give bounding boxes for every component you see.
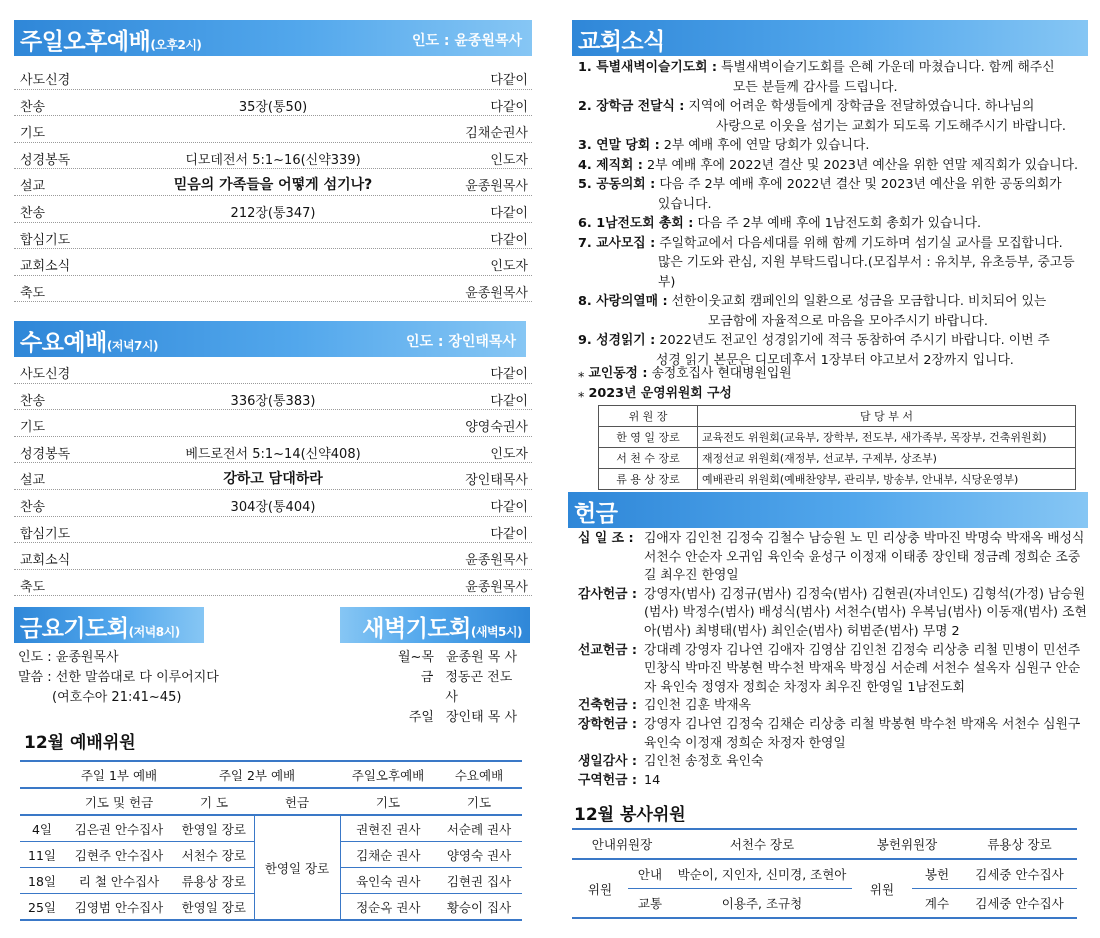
offering-item: [578, 697, 1088, 716]
news-item-label: 1. 특별새벽이슬기도회 :: [578, 60, 718, 75]
committee-table: [598, 405, 1076, 490]
news-item: [578, 136, 1086, 156]
order-content: 디모데전서 5:1~16(신약339): [185, 152, 361, 168]
news-item-text: 다음 주 2부 예배 후에 1남전도회 총회가 있습니다.: [693, 216, 982, 231]
dawn-schedule: [374, 648, 524, 728]
order-person: 김채순권사: [465, 126, 528, 142]
sunday-pm-leader: 인도 : 윤종원목사: [411, 33, 522, 49]
offering-names: 강대례 강영자 김나연 김애자 김영삼 김인천 김정숙 리상충 리철 민병이 민선주 민창식 박마진 박봉현 박수천 박재옥 박정심 서순례 서천수 설옥자 심원구 안순자 육인숙 정영자 정희순 차정자 최우진 한영일 1남전도회: [644, 642, 1081, 695]
news-item-text: 주일학교에서 다음세대를 위해 함께 기도하며 섬기실 교사를 모집합니다.: [655, 235, 1063, 251]
committee-row: [599, 469, 1076, 490]
dawn-header: [340, 607, 530, 643]
offering-names: 김인천 김훈 박재옥: [644, 698, 752, 714]
order-person: 윤종원목사: [465, 179, 528, 195]
bullet-committee: ⁎ 2023년 운영위원회 구성: [578, 385, 732, 401]
offering-item: [578, 772, 1088, 791]
news-item-cont: 많은 기도와 관심, 지원 부탁드립니다.(모집부서 : 유치부, 유초등부, 중고등부): [658, 255, 1075, 290]
member-label-left: 위원: [572, 859, 628, 918]
friday-header: [14, 607, 204, 643]
dawn-title: 새벽기도회(새벽5시): [362, 616, 522, 642]
offering-label: 건축헌금 :: [578, 698, 638, 714]
offering-label: 생일감사 :: [578, 754, 638, 770]
friday-reference: (여호수아 21:41~45): [52, 690, 182, 705]
committee-dept: 재정선교 위원회(재정부, 선교부, 구제부, 상조부): [698, 448, 1076, 469]
friday-message: 말씀 : 선한 말씀대로 다 이루어지다: [18, 670, 219, 685]
order-item: 교회소식: [20, 259, 71, 275]
dawn-schedule-item: [374, 648, 524, 668]
news-item-label: 5. 공동의회 :: [578, 177, 656, 192]
usher-names: 박순이, 지인자, 신미경, 조현아: [677, 867, 847, 882]
committee-chair: 류 용 상 장로: [599, 469, 698, 490]
news-item-label: 8. 사랑의열매 :: [578, 294, 668, 309]
order-item: 기도: [20, 126, 46, 142]
offering-names: 14: [644, 772, 661, 788]
order-item: 축도: [20, 579, 46, 595]
news-item-label: 4. 제직회 :: [578, 157, 643, 173]
offering-label: 십 일 조 :: [578, 531, 634, 546]
sunday2-prayer: 서천수 장로: [181, 847, 246, 863]
news-item-label: 2. 장학금 전달식 :: [578, 99, 685, 114]
count-label: 계수: [924, 896, 950, 911]
sunday-pm-order: [14, 63, 532, 302]
news-item-label: 9. 성경읽기 :: [578, 333, 656, 348]
news-item: [578, 58, 1086, 97]
friday-title: 금요기도회(저녁8시): [20, 616, 180, 642]
news-item-label: 6. 1남전도회 총회 :: [578, 216, 694, 231]
order-row: [14, 517, 532, 544]
order-person: 다같이: [490, 367, 528, 382]
committee-chair: 서 천 수 장로: [599, 448, 698, 469]
order-row: [14, 437, 532, 464]
worship-date: 4일: [31, 821, 53, 837]
dawn-leader: 정동곤 전도사: [445, 670, 513, 705]
news-item-label: 7. 교사모집 :: [578, 235, 656, 251]
offering-label: 감사헌금 :: [578, 586, 638, 602]
offer-head-name: 류용상 장로: [987, 837, 1052, 852]
dec-service-title: 12월 봉사위원: [574, 805, 686, 825]
order-item: 성경봉독: [20, 446, 71, 462]
offering-names: 강영자(범사) 김정규(범사) 김정숙(범사) 김현권(자녀인도) 김형석(가정) 남승원(범사) 박정수(범사) 배성식(범사) 서천수(범사) 우복님(범사) 이동재(범사) 조현아(범사) 최병태(범사) 최인순(범사) 허범준(범사) 무명 2: [644, 586, 1087, 639]
order-row: [14, 276, 532, 303]
offering-item: [578, 530, 1088, 586]
news-item-text: 2부 예배 후에 연말 당회가 있습니다.: [659, 138, 870, 153]
wednesday-header: [14, 321, 526, 357]
wed-prayer: 양영숙 권사: [446, 847, 512, 863]
worship-date: 18일: [28, 873, 56, 889]
sunday-pm-header: [14, 20, 532, 56]
order-item: 기도: [20, 420, 46, 436]
news-item-cont: 있습니다.: [658, 196, 712, 212]
order-item: 찬송: [20, 499, 46, 515]
order-row: [14, 384, 532, 411]
news-item: [578, 234, 1086, 293]
offering-names: 김인천 송정호 육인숙: [644, 754, 764, 770]
dawn-day: 금: [420, 670, 434, 685]
order-person: 윤종원목사: [465, 579, 528, 595]
pm-prayer: 권현진 권사: [356, 821, 421, 837]
offering-item: [578, 642, 1088, 698]
subhead-prayer-offering: 기도 및 헌금: [84, 794, 154, 810]
order-person: 양영숙권사: [465, 420, 528, 436]
committee-chair: 한 영 일 장로: [599, 427, 698, 448]
sunday2-prayer: 류용상 장로: [181, 873, 246, 889]
bullet-member-news: ⁎ 교인동정 : 송정호집사 현대병원입원: [578, 366, 792, 381]
order-content: 304장(통404): [230, 499, 316, 515]
subhead-wed-prayer: 기도: [466, 794, 492, 810]
traffic-label: 교통: [637, 896, 663, 911]
offering-names: 김애자 김인천 김정숙 김철수 남승원 노 민 리상충 박마진 박명숙 박재옥 배성식 서천수 안순자 오귀임 육인숙 윤성구 이정재 이태종 장인태 정금례 정희순 조중길 최우진 한영일: [644, 531, 1085, 584]
pm-prayer: 육인숙 권사: [356, 873, 421, 889]
order-row: [14, 90, 532, 117]
offering-title: 헌금: [574, 501, 618, 527]
order-row: [14, 63, 532, 90]
dec-service-table: [572, 828, 1077, 919]
head-sunday-pm: 주일오후예배: [351, 767, 425, 783]
usher-label: 안내: [637, 867, 663, 882]
committee-dept: 예배관리 위원회(예배찬양부, 관리부, 방송부, 안내부, 식당운영부): [698, 469, 1076, 490]
order-item: 교회소식: [20, 553, 71, 569]
order-content: 베드로전서 5:1~14(신약408): [185, 446, 361, 462]
wed-prayer: 김현권 집사: [446, 873, 512, 889]
news-item: [578, 292, 1086, 331]
order-row: [14, 143, 532, 170]
news-item-text: 지역에 어려운 학생들에게 장학금을 전달하였습니다. 하나님의: [684, 99, 1035, 114]
head-sunday2: 주일 2부 예배: [218, 767, 296, 783]
order-person: 윤종원목사: [465, 285, 528, 301]
sunday1-prayer: 김현주 안수집사: [74, 847, 164, 863]
news-item-cont: 사랑으로 이웃을 섬기는 교회가 되도록 기도해주시기 바랍니다.: [716, 118, 1066, 134]
table-row: [20, 815, 522, 842]
news-item: [578, 97, 1086, 136]
news-title: 교회소식: [578, 29, 665, 55]
pm-prayer: 정순옥 권사: [356, 899, 421, 915]
committee-head-dept: 담 당 부 서: [698, 406, 1076, 427]
subhead-offering: 헌금: [284, 794, 310, 810]
order-person: 장인태목사: [465, 473, 528, 489]
offering-list: [578, 530, 1088, 790]
order-row: [14, 116, 532, 143]
order-item: 찬송: [20, 393, 46, 409]
dawn-leader: 장인태 목 사: [446, 710, 518, 725]
traffic-names: 이용주, 조규청: [721, 896, 803, 911]
news-bullets: [578, 364, 1086, 403]
dawn-leader: 윤종원 목 사: [446, 650, 518, 665]
offering-names: 강영자 김나연 김정숙 김채순 리상충 리철 박봉현 박수천 박재옥 서천수 심원구 육인숙 이정재 정희순 차정자 한영일: [644, 716, 1081, 751]
offering-item: [578, 716, 1088, 753]
news-item-text: 2022년도 전교인 성경읽기에 적극 동참하여 주시기 바랍니다. 이번 주: [655, 333, 1050, 348]
news-item: [578, 156, 1086, 176]
news-item-text: 선한이웃교회 캠페인의 일환으로 성금을 모금합니다. 비치되어 있는: [667, 294, 1047, 309]
order-row: [14, 169, 532, 196]
news-item: [578, 214, 1086, 234]
wednesday-leader: 인도 : 장인태목사: [405, 334, 516, 350]
order-item: 사도신경: [20, 367, 71, 382]
dec-worship-title: 12월 예배위원: [24, 733, 136, 753]
sermon-title: 강하고 담대하라: [223, 471, 323, 488]
order-person: 인도자: [490, 152, 528, 168]
news-list: [578, 58, 1086, 370]
wednesday-title: 수요예배(저녁7시): [20, 330, 158, 356]
order-item: 합심기도: [20, 526, 71, 542]
count-name: 김세중 안수집사: [975, 896, 1064, 911]
order-row: [14, 357, 532, 384]
news-header: [572, 20, 1088, 56]
committee-dept: 교육전도 위원회(교육부, 장학부, 전도부, 새가족부, 목장부, 건축위원회): [698, 427, 1076, 448]
head-sunday1: 주일 1부 예배: [80, 767, 158, 783]
order-person: 다같이: [490, 205, 528, 221]
member-label-right: 위원: [852, 859, 912, 918]
offer-name: 김세중 안수집사: [975, 867, 1064, 882]
committee-row: [599, 448, 1076, 469]
dawn-day: 월~목: [397, 650, 434, 665]
order-content: 336장(통383): [230, 393, 316, 409]
dawn-schedule-item: [374, 708, 524, 728]
subhead-prayer: 기 도: [199, 794, 229, 810]
order-item: 성경봉독: [20, 152, 71, 168]
committee-row: [599, 427, 1076, 448]
sunday2-prayer: 한영일 장로: [181, 899, 246, 915]
wednesday-order: [14, 357, 532, 596]
news-item-text: 특별새벽이슬기도회를 은혜 가운데 마쳤습니다. 함께 해주신: [717, 60, 1055, 75]
sunday-pm-title: 주일오후예배(오후2시): [20, 29, 202, 55]
dec-worship-table: [20, 760, 522, 921]
news-item-cont: 모금함에 자율적으로 마음을 모아주시기 바랍니다.: [708, 313, 988, 329]
order-item: 사도신경: [20, 73, 71, 88]
order-person: 다같이: [490, 499, 528, 515]
order-person: 다같이: [490, 526, 528, 542]
order-row: [14, 463, 532, 490]
subhead-pm-prayer: 기도: [375, 794, 401, 810]
order-item: 합심기도: [20, 232, 71, 248]
usher-head-label: 안내위원장: [591, 837, 653, 852]
dawn-day: 주일: [408, 710, 434, 725]
order-person: 다같이: [490, 73, 528, 88]
head-wednesday: 수요예배: [454, 767, 504, 783]
order-item: 축도: [20, 285, 46, 301]
sermon-title: 믿음의 가족들을 어떻게 섬기나?: [173, 177, 373, 194]
news-item-text: 다음 주 2부 예배 후에 2022년 결산 및 2023년 예산을 위한 공동의회가: [655, 177, 1062, 192]
order-person: 다같이: [490, 99, 528, 115]
sunday1-prayer: 김은권 안수집사: [74, 821, 164, 837]
order-person: 인도자: [490, 446, 528, 462]
order-person: 윤종원목사: [465, 553, 528, 569]
worship-date: 11일: [28, 847, 56, 863]
order-row: [14, 249, 532, 276]
order-item: 찬송: [20, 205, 46, 221]
worship-date: 25일: [28, 899, 56, 915]
committee-head-chair: 위 원 장: [599, 406, 698, 427]
offering-label: 선교헌금 :: [578, 642, 638, 658]
pm-prayer: 김채순 권사: [356, 847, 421, 863]
order-row: [14, 570, 532, 597]
order-content: 35장(통50): [238, 99, 308, 115]
order-row: [14, 196, 532, 223]
order-person: 인도자: [490, 259, 528, 275]
wed-prayer: 서순례 권사: [446, 821, 512, 837]
order-row: [14, 543, 532, 570]
offering-label: 구역헌금 :: [578, 772, 638, 788]
order-row: [14, 223, 532, 250]
sunday1-prayer: 리 철 안수집사: [78, 873, 160, 889]
order-row: [14, 410, 532, 437]
offering-item: [578, 753, 1088, 772]
order-person: 다같이: [490, 232, 528, 248]
friday-leader: 인도 : 윤종원목사: [18, 650, 119, 665]
wed-prayer: 황승이 집사: [446, 899, 512, 915]
friday-info: [18, 648, 318, 708]
usher-head-name: 서천수 장로: [729, 837, 795, 852]
news-item-cont: 성경 읽기 본문은 디모데후서 1장부터 야고보서 2장까지 입니다.: [656, 352, 1014, 368]
dawn-schedule-item: [374, 668, 524, 708]
offer-head-label: 봉헌위원장: [876, 837, 938, 852]
order-item: 설교: [20, 179, 46, 195]
offering-header: [568, 492, 1088, 528]
sunday2-offering: 한영일 장로: [254, 815, 340, 920]
offering-item: [578, 586, 1088, 642]
news-item: [578, 175, 1086, 214]
news-item-text: 2부 예배 후에 2022년 결산 및 2023년 예산을 위한 연말 제직회가 있습니다.: [642, 157, 1079, 173]
order-item: 설교: [20, 473, 46, 489]
order-content: 212장(통347): [230, 205, 316, 221]
sunday1-prayer: 김영범 안수집사: [74, 899, 164, 915]
order-person: 다같이: [490, 393, 528, 409]
news-item-label: 3. 연말 당회 :: [578, 138, 660, 153]
offering-label: 장학헌금 :: [578, 716, 638, 732]
order-item: 찬송: [20, 99, 46, 115]
offer-label: 봉헌: [924, 867, 950, 882]
news-item-cont: 모든 분들께 감사를 드립니다.: [733, 79, 898, 95]
sunday2-prayer: 한영일 장로: [181, 821, 246, 837]
order-row: [14, 490, 532, 517]
